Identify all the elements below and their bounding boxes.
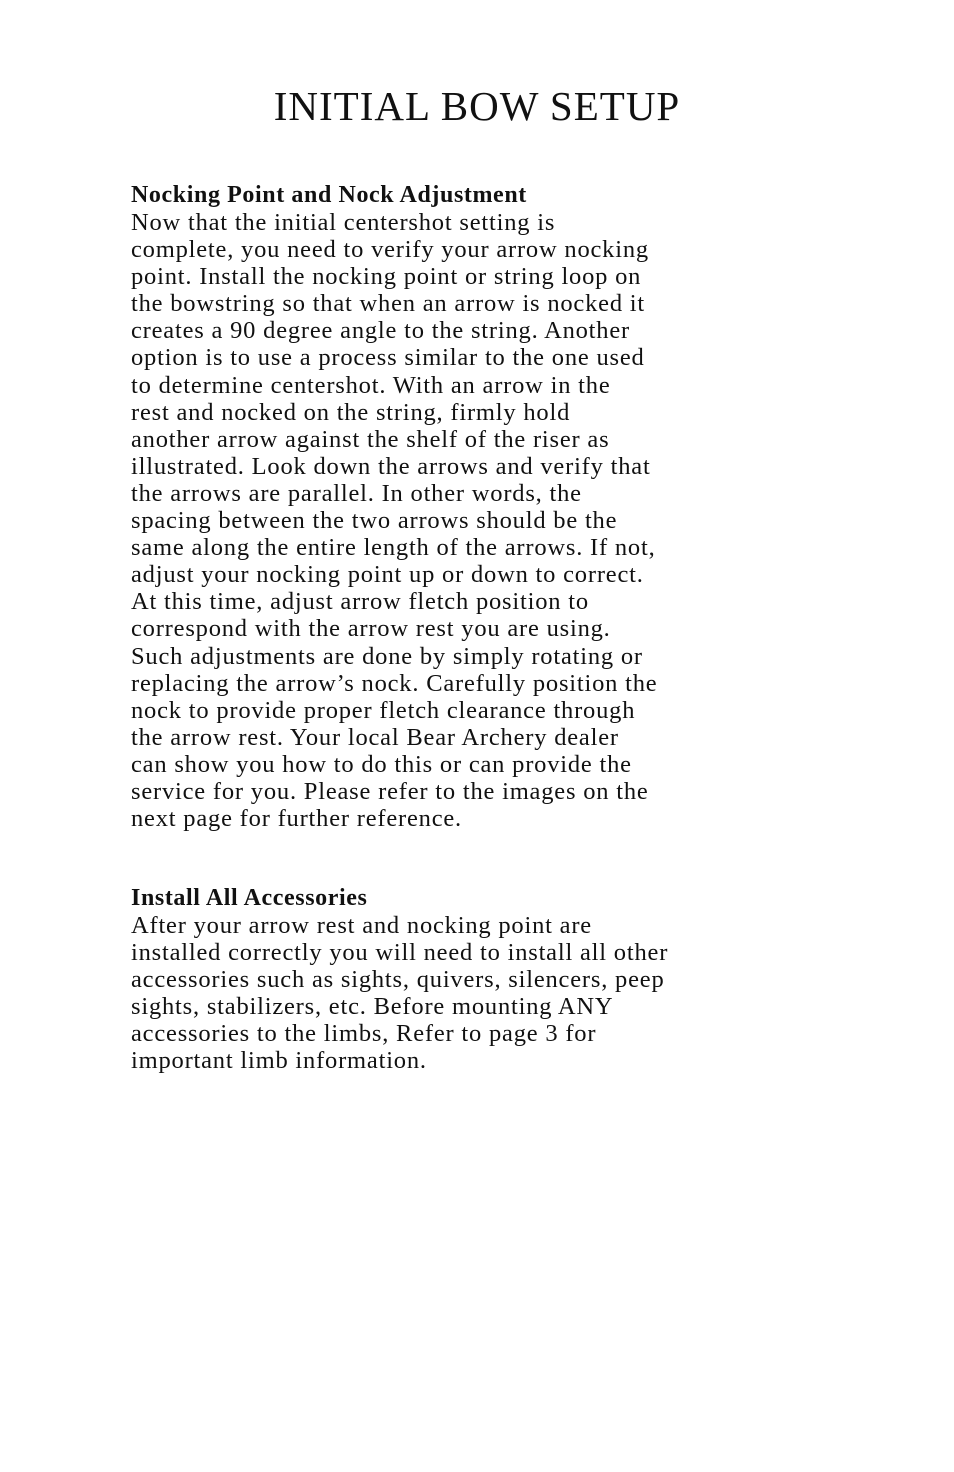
body-line: next page for further reference. [131,805,462,833]
body-line: At this time, adjust arrow fletch position to [131,588,589,616]
body-line: rest and nocked on the string, firmly hold [131,398,571,426]
body-line: to determine centershot. With an arrow in the [131,371,611,399]
body-line: service for you. Please refer to the images on the [131,777,649,805]
section-heading: Nocking Point and Nock Adjustment [131,182,527,208]
body-line: option is to use a process similar to the one used [131,344,645,372]
body-line: installed correctly you will need to install all other [131,939,669,967]
body-line: accessories such as sights, quivers, silencers, peep [131,966,665,994]
section-body [131,209,831,832]
section-heading: Install All Accessories [131,885,368,911]
body-line: replacing the arrow’s nock. Carefully position the [131,669,658,697]
body-line: illustrated. Look down the arrows and verify that [131,452,651,480]
body-line: sights, stabilizers, etc. Before mounting ANY [131,993,614,1021]
body-line: same along the entire length of the arrows. If not, [131,534,656,562]
page-title: INITIAL BOW SETUP [273,83,681,129]
body-line: point. Install the nocking point or string loop on [131,263,642,291]
body-line: accessories to the limbs, Refer to page 3 for [131,1020,597,1048]
body-line: the arrows are parallel. In other words, the [131,479,582,507]
body-line: correspond with the arrow rest you are using. [131,615,611,643]
body-line: the arrow rest. Your local Bear Archery dealer [131,723,619,751]
body-line: After your arrow rest and nocking point are [131,912,592,939]
body-line: can show you how to do this or can provide the [131,750,632,778]
body-line: Such adjustments are done by simply rotating or [131,642,643,670]
body-line: spacing between the two arrows should be the [131,507,618,535]
body-line: the bowstring so that when an arrow is nocked it [131,290,646,318]
body-line: Now that the initial centershot setting is [131,209,556,236]
body-line: creates a 90 degree angle to the string. Another [131,317,630,345]
section-body [131,912,831,1075]
section-install-accessories [131,885,831,1075]
body-line: adjust your nocking point up or down to correct. [131,561,644,589]
body-line: important limb information. [131,1047,427,1075]
body-line: nock to provide proper fletch clearance through [131,696,636,724]
section-nocking-point [131,182,831,832]
body-line: another arrow against the shelf of the riser as [131,425,610,453]
body-line: complete, you need to verify your arrow nocking [131,236,649,264]
